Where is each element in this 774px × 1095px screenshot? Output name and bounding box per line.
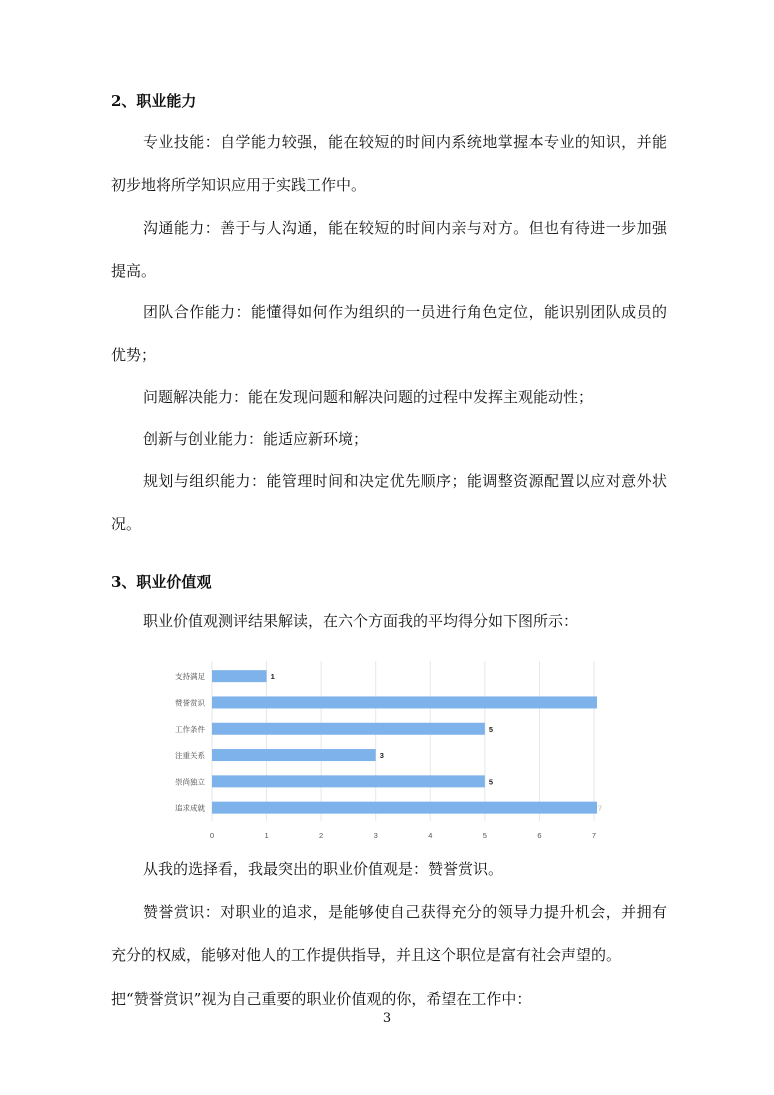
paragraph-professional-skills: 专业技能：自学能力较强，能在较短的时间内系统地掌握本专业的知识，并能初步地将所学知识应用于实践工作中。 <box>111 133 667 194</box>
x-tick-label: 4 <box>428 830 433 840</box>
data-label: 5 <box>488 777 494 787</box>
bar <box>212 723 485 735</box>
paragraph-communication: 沟通能力：善于与人沟通，能在较短的时间内亲与对方。但也有待进一步加强提高。 <box>111 219 667 280</box>
data-label: 7 <box>598 803 603 813</box>
paragraph-problem-solving: 问题解决能力：能在发现问题和解决问题的过程中发挥主观能动性； <box>143 388 594 406</box>
chart-intro-paragraph: 职业价值观测评结果解读，在六个方面我的平均得分如下图所示： <box>143 612 579 630</box>
x-tick-label: 3 <box>373 830 378 840</box>
paragraph-recognition-expectation: 把“赞誉赏识”视为自己重要的职业价值观的你，希望在工作中： <box>111 990 532 1008</box>
paragraph-most-prominent-value: 从我的选择看，我最突出的职业价值观是：赞誉赏识。 <box>143 860 504 878</box>
bar <box>212 670 267 682</box>
section-3-heading: 3、职业价值观 <box>111 573 212 591</box>
category-label: 赞誉赏识 <box>175 698 205 708</box>
category-label: 支持满足 <box>175 672 205 682</box>
data-label: 1 <box>270 672 275 682</box>
bar <box>212 749 376 761</box>
career-values-bar-chart <box>160 655 620 845</box>
page-number: 3 <box>382 1011 392 1026</box>
section-2-heading: 2、职业能力 <box>111 92 197 110</box>
bar <box>212 775 485 787</box>
x-tick-label: 7 <box>591 830 597 840</box>
bar <box>212 696 597 708</box>
data-label: 5 <box>488 724 494 734</box>
x-tick-label: 6 <box>537 830 542 840</box>
paragraph-planning: 规划与组织能力：能管理时间和决定优先顺序；能调整资源配置以应对意外状况。 <box>111 472 667 533</box>
data-label: 3 <box>379 751 384 761</box>
category-label: 追求成就 <box>175 803 205 813</box>
x-tick-label: 1 <box>264 830 269 840</box>
x-tick-label: 5 <box>482 830 487 840</box>
x-tick-label: 2 <box>319 830 324 840</box>
bar <box>212 802 597 814</box>
paragraph-innovation: 创新与创业能力：能适应新环境； <box>143 430 369 448</box>
x-tick-label: 0 <box>209 830 215 840</box>
paragraph-teamwork: 团队合作能力：能懂得如何作为组织的一员进行角色定位，能识别团队成员的优势； <box>111 303 667 364</box>
category-label: 注重关系 <box>175 751 205 761</box>
category-label: 工作条件 <box>175 724 205 734</box>
paragraph-recognition-definition: 赞誉赏识：对职业的追求，是能够使自己获得充分的领导力提升机会，并拥有充分的权威，能够对他人的工作提供指导，并且这个职位是富有社会声望的。 <box>111 903 667 964</box>
category-label: 崇尚独立 <box>175 777 205 787</box>
